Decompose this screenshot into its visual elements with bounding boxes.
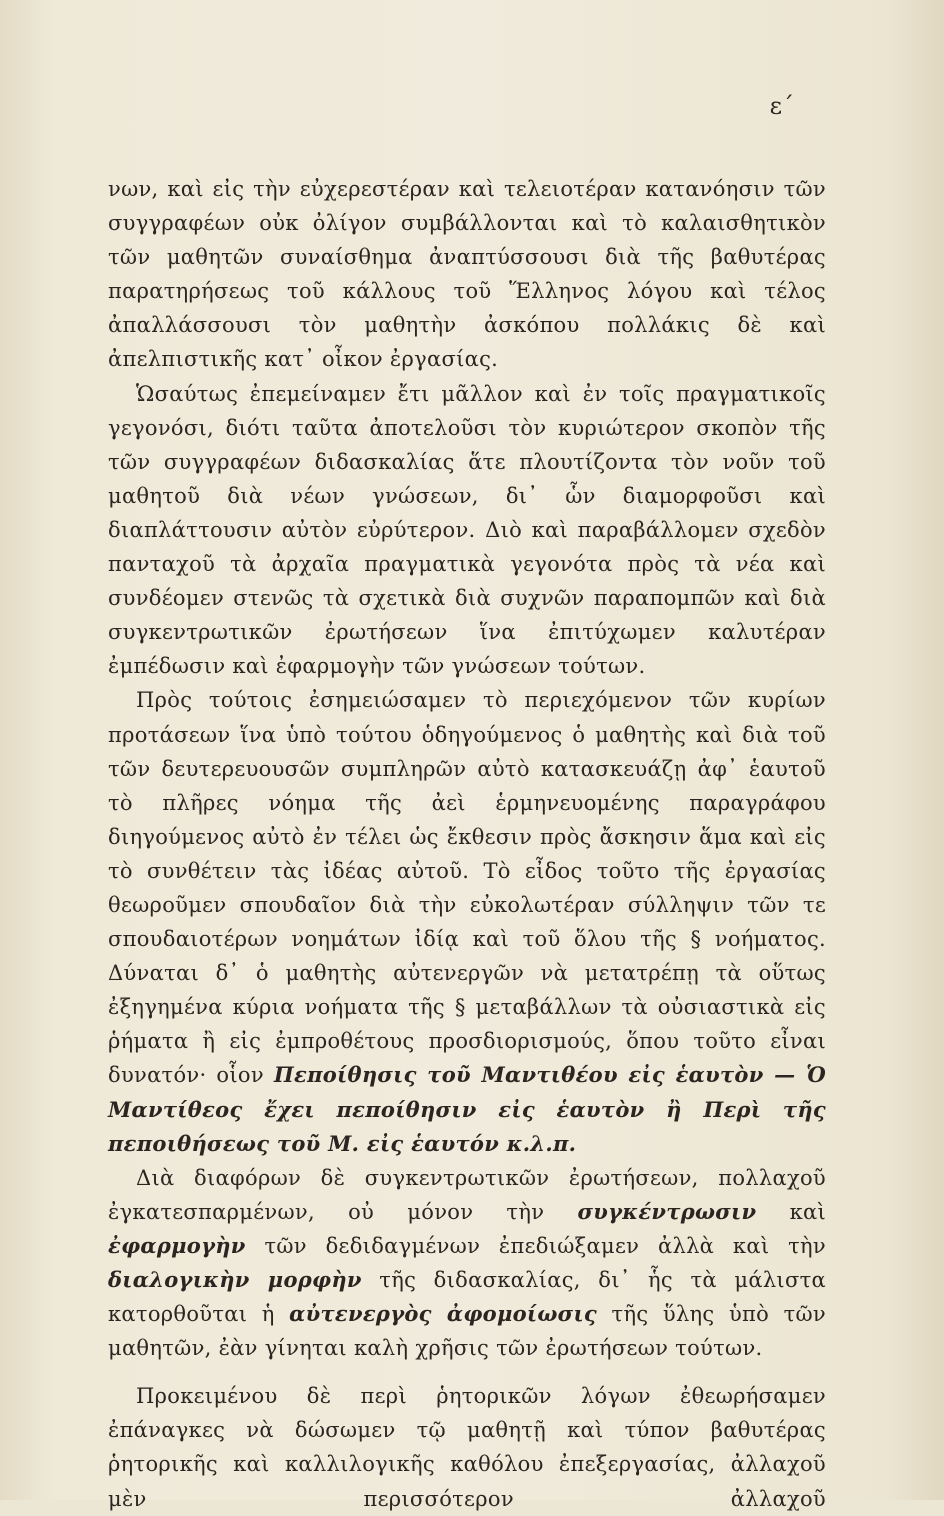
paragraph-4-text-b: καὶ: [756, 1199, 827, 1224]
paragraph-4-bold-a: συγκέντρωσιν: [577, 1198, 757, 1224]
page-number: ε΄: [769, 92, 794, 120]
paragraph-2-text: Ὡσαύτως ἐπεμείναμεν ἔτι μᾶλλον καὶ ἐν τοῖς πραγματικοῖς γεγονόσι, διότι ταῦτα ἀποτελοῦσι τὸν κυριώτερον σκοπὸν τῆς τῶν συγγραφέων διδασκαλίας ἅτε πλουτίζοντα τὸν νοῦν τοῦ μαθητοῦ διὰ νέων γνώσεων, δι᾽ ὧν διαμορφοῦσι καὶ διαπλάττουσιν αὐτὸν εὐρύτερον. Διὸ καὶ παραβάλλομεν σχεδὸν πανταχοῦ τὰ ἀρχαῖα πραγματικὰ γεγονότα πρὸς τὰ νέα καὶ συνδέομεν στενῶς τὰ σχετικὰ διὰ συχνῶν παραπομπῶν καὶ διὰ συγκεντρωτικῶν ἐρωτήσεων ἵνα ἐπιτύχωμεν καλυτέραν ἐμπέδωσιν καὶ ἐφαρμογὴν τῶν γνώσεων τούτων.: [108, 381, 826, 679]
paragraph-4-bold-d: αὐτενεργὸς ἀφομοίωσις: [289, 1301, 598, 1327]
paragraph-4-text-a: Διὰ διαφόρων δὲ συγκεντρωτικῶν ἐρωτήσεων, πολλαχοῦ ἐγκατεσπαρμένων, οὐ μόνον τὴν: [108, 1165, 826, 1224]
paragraph-4: [108, 1161, 826, 1366]
paragraph-5-text: Προκειμένου δὲ περὶ ῥητορικῶν λόγων ἐθεωρήσαμεν ἐπάναγκες νὰ δώσωμεν τῷ μαθητῇ καὶ τύπον βαθυτέρας ῥητορικῆς καὶ καλλιλογικῆς καθόλου ἐπεξεργασίας, ἀλλαχοῦ μὲν περισσότερον ἀλλαχοῦ: [108, 1384, 826, 1511]
paragraph-4-text-d: τῆς διδασκαλίας, δι᾽ ἧς τὰ μάλιστα κατορθοῦται ἡ: [108, 1268, 826, 1327]
paragraph-4-bold-c: διαλογικὴν μορφὴν: [108, 1267, 362, 1292]
paragraph-3: [108, 683, 826, 1160]
paragraph-4-text-c: τῶν δεδιδαγμένων ἐπεδιώξαμεν ἀλλὰ καὶ τὴν: [245, 1233, 826, 1258]
body-text: [108, 172, 826, 1516]
paragraph-2: [108, 377, 826, 684]
paragraph-1-text: νων, καὶ εἰς τὴν εὐχερεστέραν καὶ τελειοτέραν κατανόησιν τῶν συγγραφέων οὐκ ὀλίγον συμβάλλονται καὶ τὸ καλαισθητικὸν τῶν μαθητῶν συναίσθημα ἀναπτύσσουσι διὰ τῆς βαθυτέρας παρατηρήσεως τοῦ κάλλους τοῦ Ἕλληνος λόγου καὶ τέλος ἀπαλλάσσουσι τὸν μαθητὴν ἀσκόπου πολλάκις δὲ καὶ ἀπελπιστικῆς κατ᾽ οἶκον ἐργασίας.: [108, 177, 826, 372]
paragraph-5: [108, 1379, 826, 1515]
paragraph-3-example-bold: Πεποίθησις τοῦ Μαντιθέου εἰς ἑαυτὸν — Ὁ Μαντίθεος ἔχει πεποίθησιν εἰς ἑαυτὸν ἢ Περὶ τῆς πεποιθήσεως τοῦ Μ. εἰς ἑαυτόν κ.λ.π.: [108, 1062, 826, 1156]
paragraph-4-text-e: τῆς ὕλης ὑπὸ τῶν μαθητῶν, ἐὰν γίνηται καλὴ χρῆσις τῶν ἐρωτήσεων τούτων.: [108, 1302, 826, 1361]
paragraph-3-text: Πρὸς τούτοις ἐσημειώσαμεν τὸ περιεχόμενον τῶν κυρίων προτάσεων ἵνα ὑπὸ τούτου ὁδηγούμενος ὁ μαθητὴς καὶ διὰ τοῦ τῶν δευτερευουσῶν συμπληρῶν αὐτὸ κατασκευάζῃ ἀφ᾽ ἑαυτοῦ τὸ πλῆρες νόημα τῆς ἀεὶ ἑρμηνευομένης παραγράφου διηγούμενος αὐτὸ ἐν τέλει ὡς ἔκθεσιν πρὸς ἄσκησιν ἅμα καὶ εἰς τὸ συνθέτειν τὰς ἰδέας αὐτοῦ. Τὸ εἶδος τοῦτο τῆς ἐργασίας θεωροῦμεν σπουδαῖον διὰ τὴν εὐκολωτέραν σύλληψιν τῶν τε σπουδαιοτέρων νοημάτων ἰδίᾳ καὶ τοῦ ὅλου τῆς § νοήματος. Δύναται δ᾽ ὁ μαθητὴς αὐτενεργῶν νὰ μετατρέπῃ τὰ οὕτως ἐξηγημένα κύρια νοήματα τῆς § μεταβάλλων τὰ οὐσιαστικὰ εἰς ῥήματα ἢ εἰς ἐμπροθέτους προσδιορισμούς, ὅπου τοῦτο εἶναι δυνατόν· οἷον: [108, 688, 826, 1088]
paragraph-4-bold-b: ἐφαρμογὴν: [108, 1232, 246, 1258]
paragraph-1: [108, 172, 826, 377]
